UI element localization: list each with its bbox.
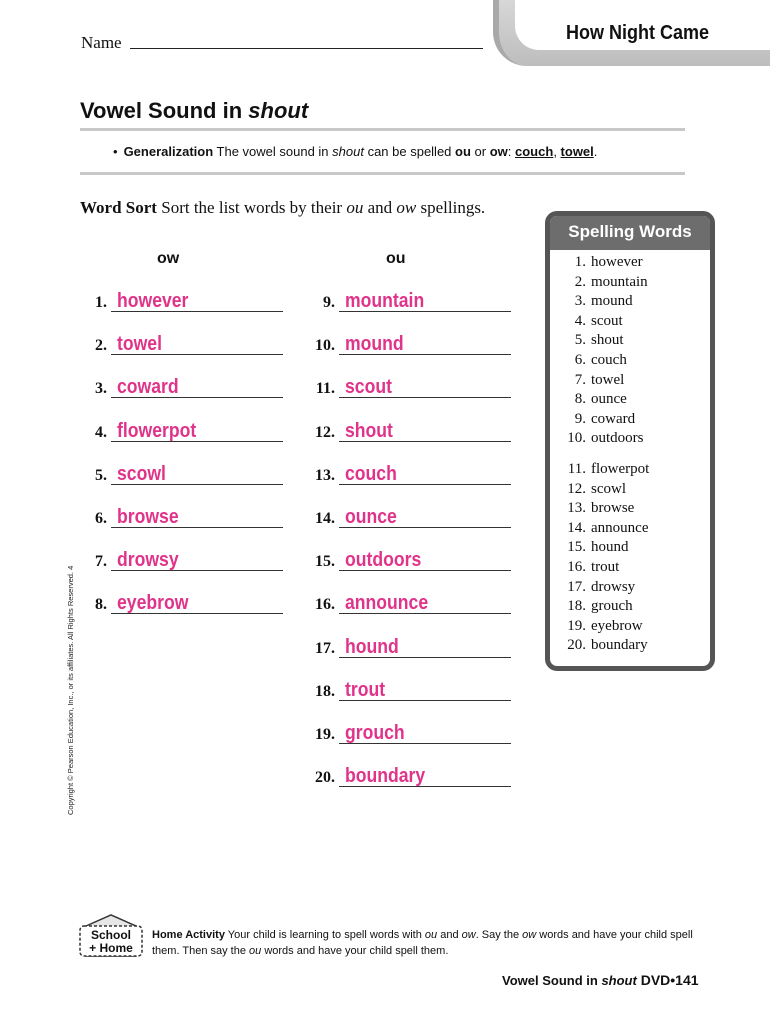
name-label: Name	[81, 33, 122, 52]
item-number: 17.	[315, 639, 335, 657]
spelling-word-number: 14.	[567, 519, 586, 536]
ou-answer-row	[315, 547, 511, 572]
ou-answer-row	[315, 634, 511, 658]
handwritten-answer: scout	[345, 376, 392, 399]
handwritten-answer: outdoors	[345, 549, 422, 572]
item-number: 16.	[315, 596, 335, 614]
spelling-word: eyebrow	[591, 617, 643, 634]
item-number: 3.	[95, 380, 107, 398]
handwritten-answer: boundary	[345, 765, 426, 788]
handwritten-answer: announce	[345, 592, 429, 615]
spelling-word-number: 8.	[574, 391, 586, 408]
handwritten-answer: grouch	[345, 722, 405, 744]
ow-answer-row	[95, 418, 283, 442]
item-number: 11.	[315, 380, 335, 398]
spelling-word-item	[550, 372, 710, 392]
spelling-word-item	[550, 461, 710, 481]
spelling-word: flowerpot	[591, 461, 650, 477]
handwritten-answer: couch	[345, 462, 397, 485]
handwritten-answer: mound	[345, 333, 404, 356]
ou-answer-row	[315, 677, 511, 701]
ou-column-header: ou	[386, 250, 406, 267]
spelling-words-title: Spelling Words	[550, 216, 710, 250]
ow-answer-row	[95, 288, 283, 312]
handwritten-answer: towel	[117, 333, 162, 356]
spelling-word: browse	[591, 500, 635, 517]
spelling-word: grouch	[591, 598, 633, 615]
item-number: 12.	[315, 423, 335, 441]
spelling-word-number: 18.	[567, 598, 586, 615]
ou-answer-row	[315, 504, 511, 528]
item-number: 18.	[315, 682, 335, 700]
item-number: 20.	[315, 769, 335, 787]
item-number: 7.	[95, 553, 107, 571]
page-footer: Vowel Sound in shout DVD•141	[502, 972, 699, 988]
spelling-word-number: 6.	[574, 352, 586, 368]
ou-answer-row	[315, 720, 511, 744]
handwritten-answer: trout	[345, 678, 386, 701]
spelling-word-item	[550, 254, 710, 274]
handwritten-answer: scowl	[117, 462, 166, 485]
story-title: How Night Came	[566, 22, 710, 44]
home-activity-text: Home Activity Your child is learning to spell words with ou and ow. Say the ow words and have your child spell them. Then say the ou words and have your child spell them.	[152, 929, 693, 957]
name-line[interactable]	[130, 48, 483, 49]
item-number: 19.	[315, 726, 335, 743]
ou-answer-row	[315, 461, 511, 485]
spelling-word-item	[550, 411, 710, 431]
handwritten-answer: mountain	[345, 290, 425, 312]
spelling-word-item	[550, 500, 710, 520]
item-number: 2.	[95, 337, 107, 355]
spelling-word-item	[550, 430, 710, 450]
item-number: 8.	[95, 596, 107, 614]
spelling-word-number: 5.	[574, 332, 586, 349]
spelling-word-number: 17.	[567, 578, 586, 595]
spelling-word-item	[550, 598, 710, 618]
logo-line-2: + Home	[89, 941, 133, 955]
spelling-word: announce	[591, 519, 649, 536]
word-sort-instructions: Word Sort Sort the list words by their ou and ow spellings.	[80, 198, 486, 217]
spelling-word-item	[550, 293, 710, 313]
spelling-word-item	[550, 352, 710, 372]
spelling-word: mound	[591, 293, 633, 310]
handwritten-answer: eyebrow	[117, 592, 189, 615]
item-number: 13.	[315, 466, 335, 484]
handwritten-answer: ounce	[345, 506, 397, 528]
item-number: 14.	[315, 510, 335, 527]
spelling-word-number: 4.	[574, 312, 586, 329]
spelling-word-item	[550, 579, 710, 599]
item-number: 4.	[95, 423, 107, 441]
handwritten-answer: hound	[345, 635, 399, 658]
copyright-notice: Copyright © Pearson Education, Inc., or its affiliates. All Rights Reserved. 4	[66, 565, 75, 815]
rule-top	[80, 128, 685, 131]
ow-answer-row	[95, 331, 283, 356]
item-number: 1.	[95, 294, 107, 311]
handwritten-answer: drowsy	[117, 549, 179, 572]
ou-answer-row	[315, 590, 511, 615]
handwritten-answer: browse	[117, 506, 179, 528]
spelling-word: trout	[591, 559, 620, 575]
ow-answer-row	[95, 590, 283, 615]
spelling-word-number: 15.	[567, 539, 586, 556]
spelling-word-item	[550, 539, 710, 559]
ow-answer-row	[95, 461, 283, 485]
spelling-word-item	[550, 559, 710, 579]
spelling-word-number: 12.	[567, 480, 586, 497]
spelling-word-number: 7.	[574, 371, 586, 388]
item-number: 5.	[95, 466, 107, 484]
spelling-word-item	[550, 637, 710, 657]
spelling-word-number: 16.	[567, 559, 586, 575]
spelling-word-number: 10.	[567, 430, 586, 447]
spelling-word-item	[550, 481, 710, 501]
ou-answer-row	[323, 288, 511, 312]
item-number: 10.	[315, 337, 335, 355]
spelling-words-box	[545, 211, 715, 671]
spelling-word: hound	[591, 539, 629, 556]
spelling-word-item	[550, 618, 710, 638]
spelling-word: boundary	[591, 637, 648, 654]
handwritten-answer: shout	[345, 419, 393, 442]
spelling-word: scowl	[591, 480, 626, 497]
ou-answer-row	[315, 374, 511, 399]
spelling-word-number: 19.	[567, 617, 586, 634]
spelling-word: ounce	[591, 391, 627, 408]
spelling-word: drowsy	[591, 578, 636, 595]
spelling-word-number: 20.	[567, 637, 586, 654]
spelling-word-number: 11.	[567, 461, 586, 477]
spelling-word-number: 3.	[574, 293, 586, 310]
handwritten-answer: flowerpot	[117, 419, 197, 442]
spelling-word-item	[550, 520, 710, 540]
handwritten-answer: coward	[117, 376, 179, 399]
spelling-word: scout	[591, 312, 623, 329]
spelling-word-item	[550, 391, 710, 411]
spelling-word-item	[550, 313, 710, 333]
spelling-word: mountain	[591, 273, 648, 290]
item-number: 6.	[95, 510, 107, 527]
ou-answer-row	[315, 763, 511, 788]
ow-answer-row	[95, 504, 283, 528]
spelling-word: coward	[591, 410, 636, 427]
ou-answer-row	[315, 331, 511, 356]
spelling-word-number: 9.	[574, 410, 586, 427]
generalization: • Generalization The vowel sound in shout can be spelled ou or ow: couch, towel.	[113, 144, 598, 159]
spelling-word-number: 13.	[567, 500, 586, 517]
ow-answer-row	[95, 374, 283, 399]
item-number: 15.	[315, 553, 335, 571]
ou-answer-row	[315, 418, 511, 442]
page-title: Vowel Sound in shout	[80, 98, 309, 123]
spelling-word-item	[550, 274, 710, 294]
spelling-word: towel	[591, 371, 625, 388]
ow-column-header: ow	[157, 250, 180, 267]
spelling-word-number: 1.	[574, 254, 586, 270]
spelling-word-item	[550, 332, 710, 352]
spelling-word: couch	[591, 352, 627, 368]
spelling-word-number: 2.	[574, 273, 586, 290]
logo-line-1: School	[90, 928, 132, 942]
rule-bottom	[80, 172, 685, 175]
ow-answer-row	[95, 547, 283, 572]
school-home-logo	[78, 912, 144, 960]
spelling-word: shout	[591, 332, 624, 349]
spelling-word: however	[591, 254, 643, 270]
item-number: 9.	[323, 294, 335, 311]
spelling-word: outdoors	[591, 430, 644, 447]
handwritten-answer: however	[117, 290, 189, 312]
